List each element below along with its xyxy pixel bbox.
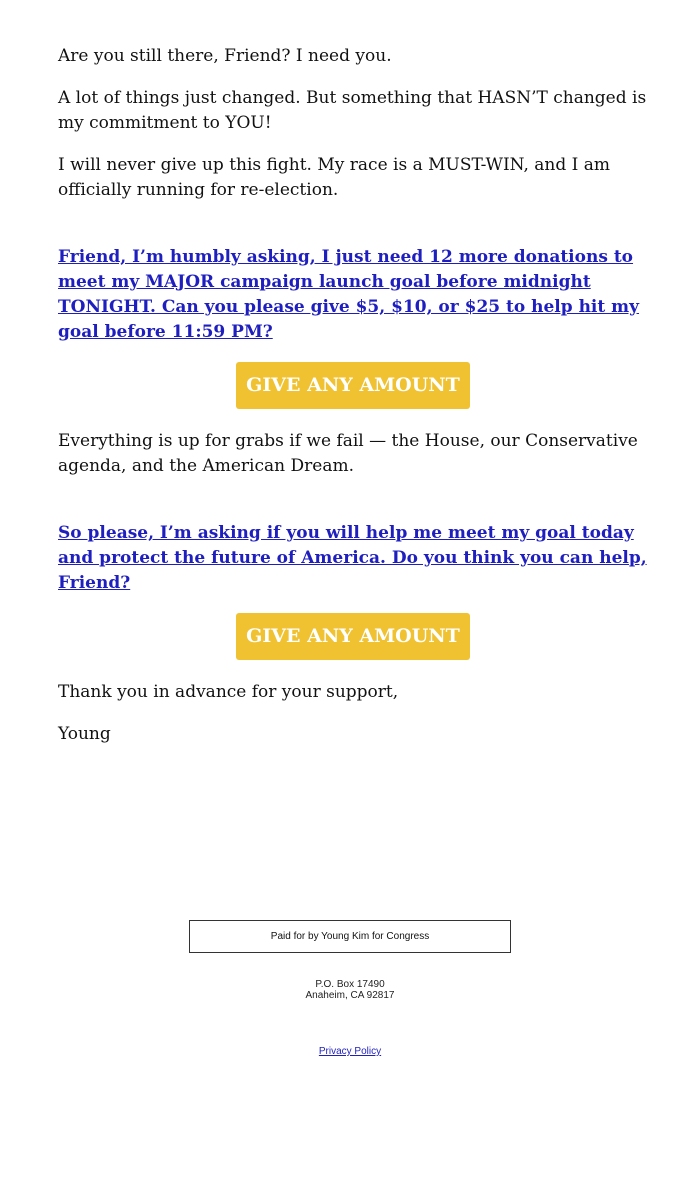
signature-text: Young [58, 724, 111, 744]
privacy-policy-link[interactable]: Privacy Policy [318, 1046, 382, 1057]
cta-container [58, 362, 648, 409]
footer [0, 920, 700, 1057]
address-line-1: P.O. Box 17490 [315, 979, 385, 990]
email-body [58, 44, 648, 764]
help-ask-paragraph [58, 521, 648, 596]
donation-ask-paragraph [58, 245, 648, 345]
paragraph-reelection: I will never give up this fight. My race is a MUST-WIN, and I am officially running for re-election. [58, 155, 611, 200]
greeting-text: Are you still there, Friend? I need you. [58, 46, 392, 66]
donation-ask-link[interactable]: Friend, I’m humbly asking, I just need 12 more donations to meet my MAJOR campaign launch goal before midnight TONIGHT. Can you please give $5, $10, or $25 to help hit my goal before 11:59 PM? [58, 247, 640, 342]
give-any-amount-button[interactable]: GIVE ANY AMOUNT [236, 362, 470, 409]
closing-text: Thank you in advance for your support, [58, 682, 399, 702]
address-line-2: Anaheim, CA 92817 [305, 990, 395, 1001]
paid-for-disclaimer: Paid for by Young Kim for Congress [189, 920, 511, 953]
mailing-address [0, 979, 700, 1001]
paragraph-commitment: A lot of things just changed. But something that HASN’T changed is my commitment to YOU! [58, 88, 647, 133]
paragraph-stakes: Everything is up for grabs if we fail — the House, our Conservative agenda, and the American Dream. [58, 431, 638, 476]
give-any-amount-button-2[interactable]: GIVE ANY AMOUNT [236, 613, 470, 660]
help-ask-link[interactable]: So please, I’m asking if you will help me meet my goal today and protect the future of America. Do you think you can help, Friend? [58, 523, 647, 593]
cta-container-2 [58, 613, 648, 660]
